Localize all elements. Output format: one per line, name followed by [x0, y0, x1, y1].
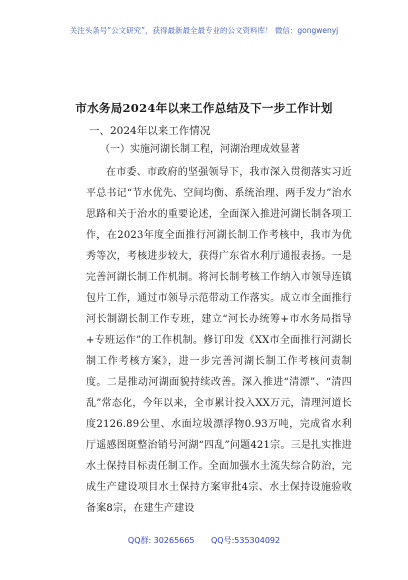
document-title: 市水务局2024年以来工作总结及下一步工作计划: [75, 101, 333, 115]
subsection-heading: （一）实施河湖长制工程，河湖治理成效显著: [100, 144, 300, 155]
section-heading: 一、2024年以来工作情况: [89, 125, 211, 137]
body-paragraph: 在市委、市政府的坚强领导下，我市深入贯彻落实习近平总书记“节水优先、空间均衡、系统治理、两手发力”治水思路和关于治水的重要论述，全面深入推进河湖长制各项工作，在2023年度全面推行河湖长制工作考核中，我市为优秀等次，考核进步较大，获得广东省水利厅通报表扬。一是完善河湖长制工作机制。将河长制考核工作纳入市领导连镇包片工作，通过市领导示范带动工作落实。成立市全面推行河长制湖长制工作专班，建立“河长办统筹+市水务局指导+专班运作”的工作机制。修订印发《XX市全面推行河湖长制工作考核方案》，进一步完善河湖长制工作考核问责制度。二是推动河湖面貌持续改善。深入推进“清漂”、“清四乱”常态化，今年以来，全市累计投入XX万元，清理河道长度2126.89公里、水面垃圾漂浮物0.93万吨，完成省水利厅遥感图斑整治销号河湖“四乱”问题421宗。三是扎实推进水土保持目标责任制工作。全面加强水土流失综合防治，完成生产建设项目水土保持方案审批4宗、水土保持设施验收备案8宗，在建生产建设: [86, 167, 352, 514]
qq-number-text: QQ号:535304092: [211, 536, 281, 545]
promo-banner: 关注头条号“公文研究”，获得最新最全最专业的公文资料库！ 微信：gongwenyj: [69, 26, 339, 35]
qq-group-text: QQ群: 30265665: [127, 536, 195, 545]
contact-footer: [0, 536, 408, 546]
